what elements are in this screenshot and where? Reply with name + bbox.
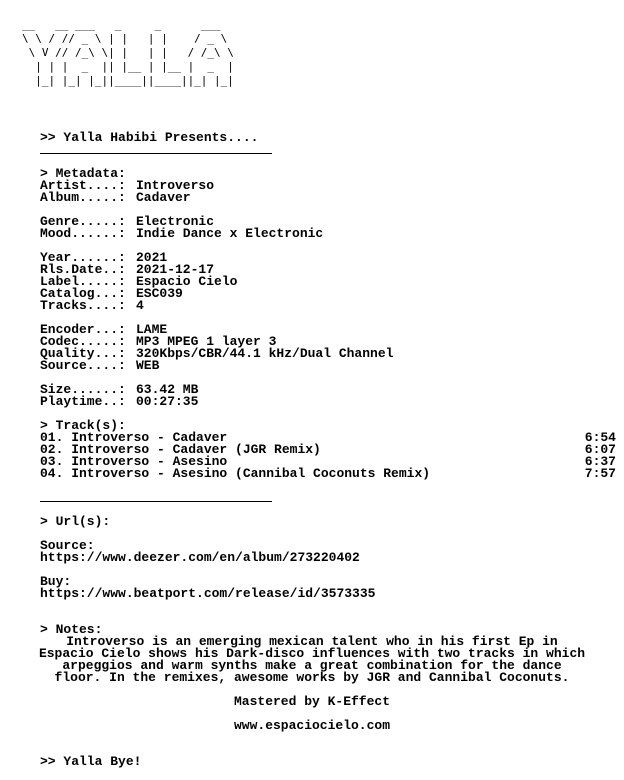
meta-value-album: Cadaver <box>136 190 191 205</box>
meta-label-tracks: Tracks....: <box>40 298 126 313</box>
meta-value-encoder: LAME <box>136 322 168 337</box>
banner-line: |_| |_| |_||____||____||_| |_| <box>22 74 234 87</box>
meta-value-year: 2021 <box>136 250 168 265</box>
track-title: 01. Introverso - Cadaver <box>40 430 228 445</box>
meta-label-label: Label.....: <box>40 274 126 289</box>
banner-line: \ V // /_\ \| | | | / /_\ \ <box>22 46 234 59</box>
meta-label-catalog: Catalog...: <box>40 286 126 301</box>
meta-label-encoder: Encoder...: <box>40 322 126 337</box>
meta-label-size: Size......: <box>40 382 126 397</box>
divider <box>40 153 272 154</box>
meta-value-tracks: 4 <box>136 298 144 313</box>
banner-line: __ __ ___ _ _ ___ <box>22 18 228 31</box>
meta-value-catalog: ESC039 <box>136 286 183 301</box>
notes-line: Introverso is an emerging mexican talent who in his first Ep in <box>66 634 558 649</box>
source-url-link[interactable]: https://www.deezer.com/en/album/273220402 <box>40 550 360 565</box>
buy-label: Buy: <box>40 574 72 589</box>
meta-label-artist: Artist....: <box>40 178 126 193</box>
meta-label-genre: Genre.....: <box>40 214 126 229</box>
intro-line: >> Yalla Habibi Presents.... <box>40 130 259 145</box>
track-title: 04. Introverso - Asesino (Cannibal Coconuts Remix) <box>40 466 431 481</box>
meta-label-album: Album.....: <box>40 190 126 205</box>
buy-url-link[interactable]: https://www.beatport.com/release/id/3573335 <box>40 586 376 601</box>
meta-value-artist: Introverso <box>136 178 215 193</box>
tracks-header: > Track(s): <box>40 418 126 433</box>
meta-value-genre: Electronic <box>136 214 215 229</box>
meta-label-source: Source....: <box>40 358 126 373</box>
meta-value-playtime: 00:27:35 <box>136 394 199 409</box>
source-label: Source: <box>40 538 95 553</box>
track-title: 02. Introverso - Cadaver (JGR Remix) <box>40 442 321 457</box>
meta-label-codec: Codec.....: <box>40 334 126 349</box>
notes-line: Espacio Cielo shows his Dark-disco influences with two tracks in which <box>38 646 586 661</box>
meta-value-mood: Indie Dance x Electronic <box>136 226 324 241</box>
metadata-header: > Metadata: <box>40 166 126 181</box>
banner-line: | | | _ || |__ | |__ | _ | <box>22 60 234 73</box>
track-duration: 6:37 <box>584 454 616 469</box>
outro-line: >> Yalla Bye! <box>40 754 142 769</box>
track-title: 03. Introverso - Asesino <box>40 454 228 469</box>
divider <box>40 501 272 502</box>
meta-value-release-date: 2021-12-17 <box>136 262 215 277</box>
mastered-credit: Mastered by K-Effect <box>233 694 391 709</box>
meta-value-quality: 320Kbps/CBR/44.1 kHz/Dual Channel <box>136 346 394 361</box>
notes-line: floor. In the remixes, awesome works by JGR and Cannibal Coconuts. <box>54 670 570 685</box>
track-duration: 6:54 <box>584 430 616 445</box>
urls-header: > Url(s): <box>40 514 111 529</box>
website-link[interactable]: www.espaciocielo.com <box>233 718 391 733</box>
meta-value-source: WEB <box>136 358 160 373</box>
notes-header: > Notes: <box>40 622 103 637</box>
track-duration: 7:57 <box>584 466 616 481</box>
meta-label-playtime: Playtime..: <box>40 394 126 409</box>
meta-value-label: Espacio Cielo <box>136 274 238 289</box>
meta-label-mood: Mood......: <box>40 226 126 241</box>
meta-value-size: 63.42 MB <box>136 382 199 397</box>
meta-label-year: Year......: <box>40 250 126 265</box>
meta-label-release-date: Rls.Date..: <box>40 262 126 277</box>
yalla-ascii-logo <box>22 18 234 88</box>
meta-label-quality: Quality...: <box>40 346 126 361</box>
meta-value-codec: MP3 MPEG 1 layer 3 <box>136 334 277 349</box>
banner-line: \ \ / // _ \ | | | | / _ \ <box>22 32 228 45</box>
track-duration: 6:07 <box>584 442 616 457</box>
notes-line: arpeggios and warm synths make a great combination for the dance <box>62 658 562 673</box>
